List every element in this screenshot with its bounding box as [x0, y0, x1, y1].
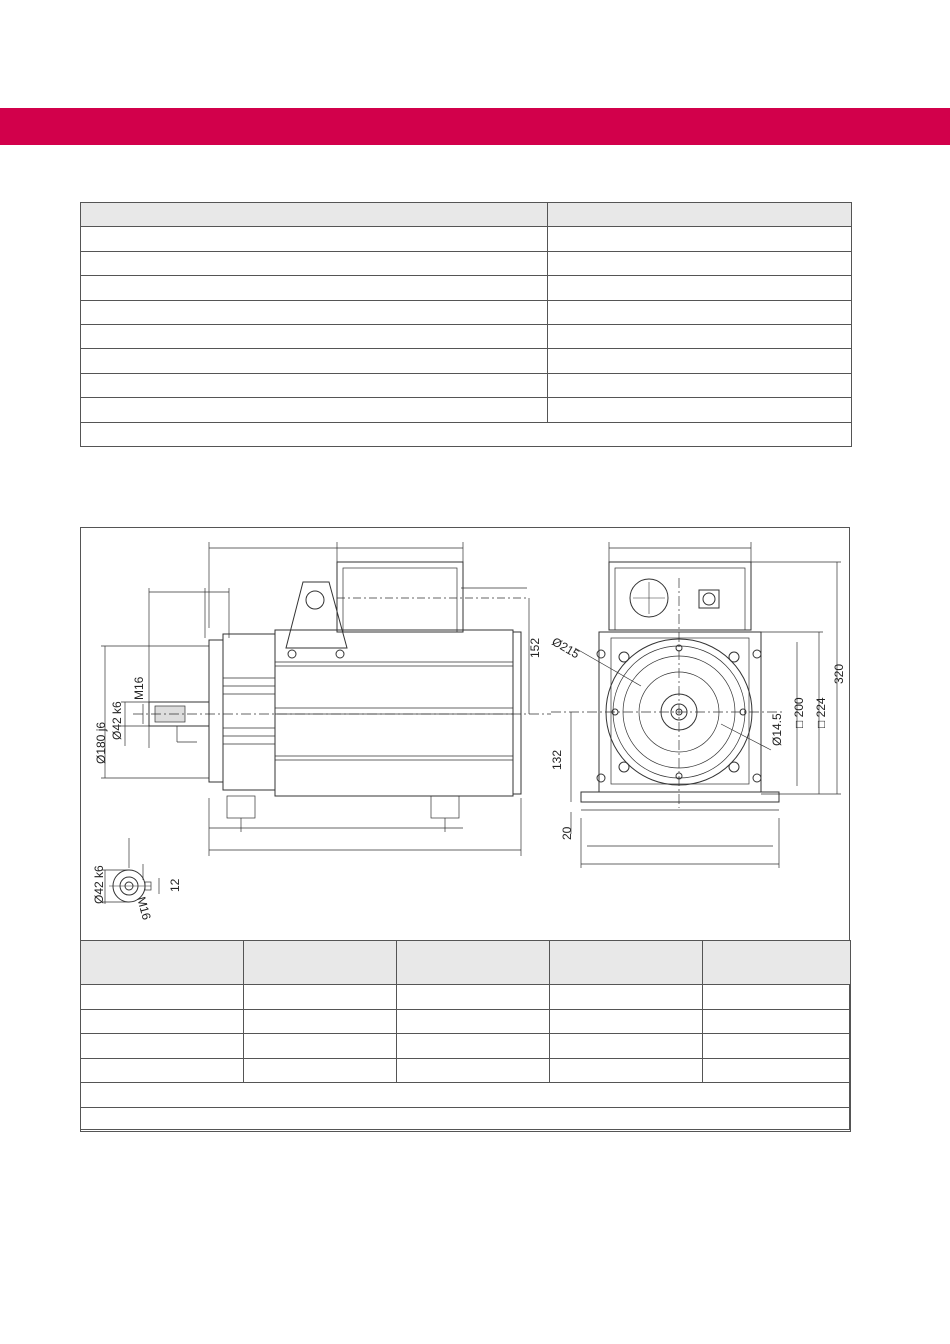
table-row — [81, 203, 852, 227]
table-row — [81, 398, 852, 422]
table-row — [81, 1083, 851, 1108]
detail-dim-m16: M16 — [134, 895, 154, 922]
dim-sq200: □ 200 — [792, 697, 806, 728]
table-row — [81, 1009, 851, 1034]
dim-20: 20 — [560, 826, 574, 840]
dim-d215: Ø215 — [549, 634, 582, 662]
table-row — [81, 941, 851, 985]
dim-320: 320 — [832, 663, 846, 684]
dim-m16: M16 — [132, 676, 146, 700]
dimension-table — [80, 940, 851, 1132]
table-row — [81, 276, 852, 300]
specification-table — [80, 202, 852, 447]
table-row — [81, 373, 852, 397]
detail-dim-12: 12 — [168, 878, 182, 892]
dim-sq224: □ 224 — [814, 697, 828, 728]
table-row — [81, 1107, 851, 1132]
table-row — [81, 1058, 851, 1083]
table-row — [81, 324, 852, 348]
shaft-end-detail — [101, 838, 159, 904]
table-row — [81, 1034, 851, 1059]
table-row — [81, 422, 852, 446]
table-row — [81, 227, 852, 251]
table-row — [81, 349, 852, 373]
table-row — [81, 300, 852, 324]
dimension-drawing-panel — [80, 527, 850, 1130]
dim-132: 132 — [550, 749, 564, 770]
dim-152: 152 — [528, 637, 542, 658]
dim-d180: Ø180 j6 — [94, 721, 108, 764]
dim-d14-5: Ø14.5 — [770, 713, 784, 746]
table-row — [81, 985, 851, 1010]
table-row — [81, 251, 852, 275]
side-view — [101, 542, 551, 856]
dim-d42: Ø42 k6 — [110, 701, 124, 740]
motor-dimension-drawing — [81, 528, 851, 940]
detail-dim-d42: Ø42 k6 — [92, 865, 106, 904]
top-banner — [0, 108, 950, 145]
